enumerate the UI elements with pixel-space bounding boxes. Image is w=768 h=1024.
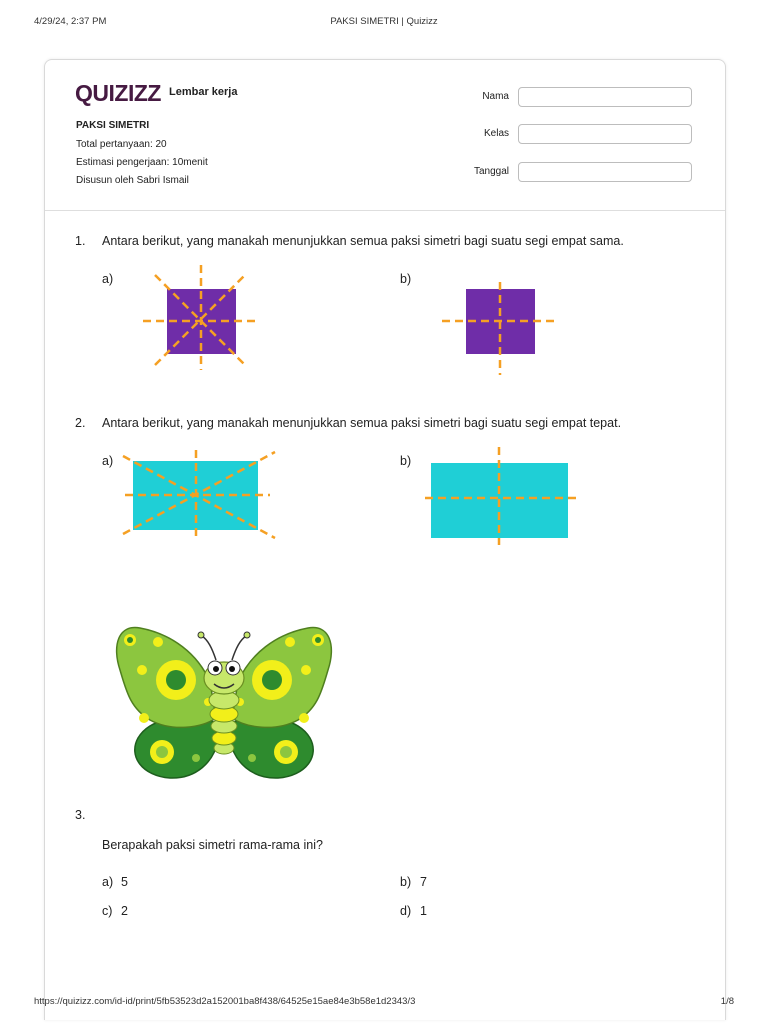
total-questions: Total pertanyaan: 20 — [76, 139, 167, 150]
rectangle-two-axes-figure — [425, 447, 580, 547]
author: Disusun oleh Sabri Ismail — [76, 175, 189, 186]
print-page-number: 1/8 — [720, 996, 734, 1007]
question-3-option-b-value: 7 — [420, 875, 427, 889]
question-2-number: 2. — [75, 416, 86, 430]
question-3-option-c-label: c) — [102, 904, 113, 918]
worksheet-kind: Lembar kerja — [169, 86, 238, 98]
butterfly-pupil — [213, 666, 219, 672]
question-3-option-b-label: b) — [400, 875, 412, 889]
wing-spot — [285, 637, 295, 647]
wing-spot — [127, 637, 133, 643]
print-header — [34, 16, 734, 30]
wing-spot — [301, 665, 311, 675]
wing-spot — [137, 665, 147, 675]
antenna — [202, 636, 216, 660]
wing-spot — [156, 746, 168, 758]
question-2-option-b-label: b) — [400, 454, 412, 468]
wing-spot — [315, 637, 321, 643]
date-label: Tanggal — [473, 166, 509, 177]
wing-spot — [153, 637, 163, 647]
antenna — [232, 636, 246, 660]
butterfly-illustration — [110, 622, 338, 782]
wing-spot — [166, 670, 186, 690]
wing-spot — [262, 670, 282, 690]
butterfly-pupil — [229, 666, 235, 672]
question-3-option-d-value: 1 — [420, 904, 427, 918]
question-1-text: Antara berikut, yang manakah menunjukkan semua paksi simetri bagi suatu segi empat sama. — [102, 234, 624, 248]
question-3-text: Berapakah paksi simetri rama-rama ini? — [102, 838, 323, 852]
antenna-tip — [198, 632, 204, 638]
worksheet-title: PAKSI SIMETRI — [76, 120, 150, 131]
wing-spot — [192, 754, 200, 762]
square-two-axes-figure — [440, 282, 560, 377]
class-label: Kelas — [483, 128, 509, 139]
name-field[interactable] — [518, 87, 692, 107]
estimated-time: Estimasi pengerjaan: 10menit — [76, 157, 208, 168]
question-3-option-d-label: d) — [400, 904, 412, 918]
wing-spot — [139, 713, 149, 723]
worksheet-header — [45, 60, 725, 211]
square-all-axes-figure — [140, 262, 265, 374]
question-3-number: 3. — [75, 808, 86, 822]
antenna-tip — [244, 632, 250, 638]
wing-spot — [248, 754, 256, 762]
name-label: Nama — [482, 91, 509, 102]
question-3-option-a-value: 5 — [121, 875, 128, 889]
question-1-number: 1. — [75, 234, 86, 248]
question-3-option-a-label: a) — [102, 875, 114, 889]
question-1-option-a-label: a) — [102, 272, 114, 286]
print-datetime: 4/29/24, 2:37 PM — [34, 16, 107, 27]
wing-spot — [280, 746, 292, 758]
print-url[interactable]: https://quizizz.com/id-id/print/5fb53523d2a152001ba8f438/64525e15ae84e3b58e1d2343/3 — [34, 996, 416, 1007]
quizizz-logo: QUIZIZZ — [75, 80, 161, 106]
print-page-title: PAKSI SIMETRI | Quizizz — [330, 16, 438, 27]
question-2-text: Antara berikut, yang manakah menunjukkan semua paksi simetri bagi suatu segi empat tepat. — [102, 416, 622, 430]
question-3-option-c-value: 2 — [121, 904, 128, 918]
wing-spot — [299, 713, 309, 723]
rectangle-all-axes-figure — [120, 445, 280, 545]
question-2-option-a-label: a) — [102, 454, 114, 468]
class-field[interactable] — [518, 124, 692, 144]
print-footer — [34, 996, 734, 1010]
date-field[interactable] — [518, 162, 692, 182]
question-1-option-b-label: b) — [400, 272, 412, 286]
